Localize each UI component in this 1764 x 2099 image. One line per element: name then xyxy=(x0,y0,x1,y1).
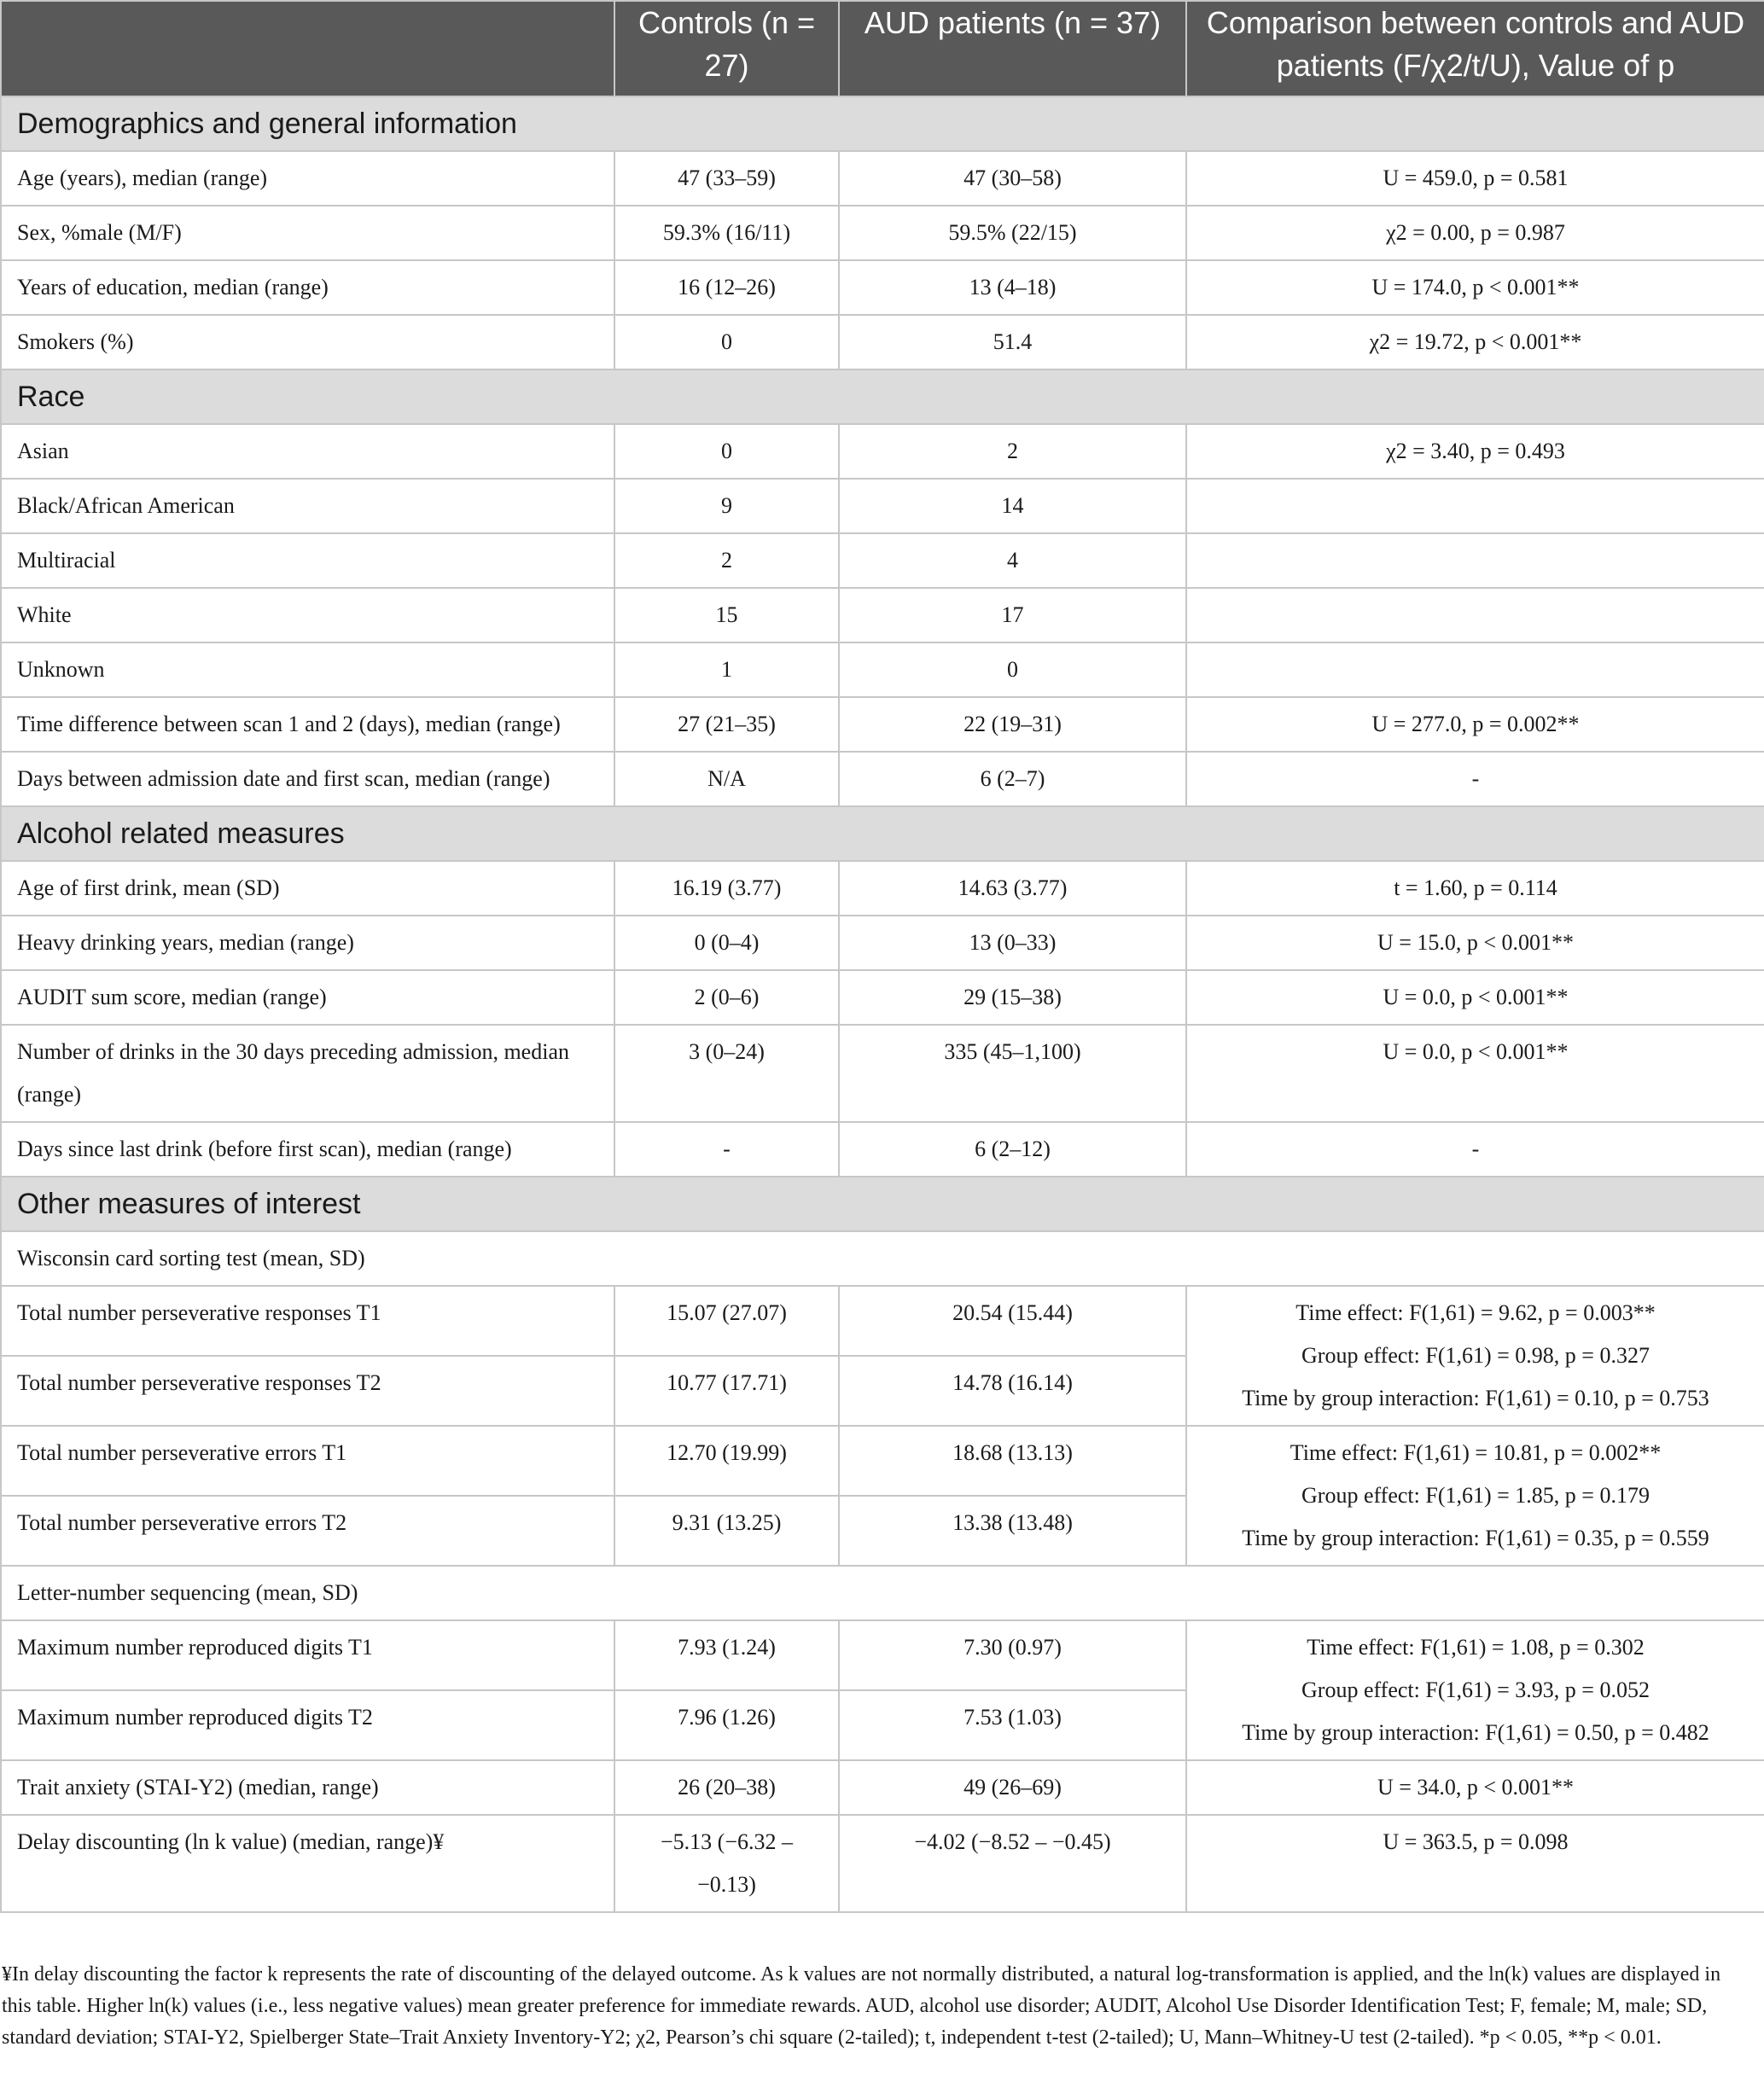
controls-value: - xyxy=(614,1122,839,1177)
row-label: Time difference between scan 1 and 2 (days), median (range) xyxy=(1,697,614,752)
group-effect: Group effect: F(1,61) = 1.85, p = 0.179 xyxy=(1301,1483,1650,1508)
header-empty xyxy=(1,1,614,96)
table-row xyxy=(1,206,1764,260)
comparison-value xyxy=(1186,642,1764,697)
table-row xyxy=(1,697,1764,752)
comparison-value xyxy=(1186,479,1764,533)
aud-value: 51.4 xyxy=(839,315,1186,369)
controls-value: 15.07 (27.07) xyxy=(614,1286,839,1356)
section-header xyxy=(1,1177,1764,1231)
subsection-row xyxy=(1,1231,1764,1286)
aud-value: 6 (2–12) xyxy=(839,1122,1186,1177)
time-effect: Time effect: F(1,61) = 9.62, p = 0.003** xyxy=(1295,1300,1656,1325)
row-label: Number of drinks in the 30 days preceding admission, median (range) xyxy=(1,1025,614,1122)
table-row xyxy=(1,424,1764,479)
section-title: Demographics and general information xyxy=(1,96,1764,151)
controls-value: 0 xyxy=(614,315,839,369)
controls-value: 16 (12–26) xyxy=(614,260,839,315)
table-row xyxy=(1,1122,1764,1177)
comparison-value: U = 34.0, p < 0.001** xyxy=(1186,1760,1764,1815)
section-header xyxy=(1,806,1764,861)
controls-value: 15 xyxy=(614,588,839,642)
group-effect: Group effect: F(1,61) = 0.98, p = 0.327 xyxy=(1301,1343,1650,1368)
row-label: Days since last drink (before first scan), median (range) xyxy=(1,1122,614,1177)
subsection-row xyxy=(1,1566,1764,1620)
table-row xyxy=(1,1620,1764,1690)
row-label: Sex, %male (M/F) xyxy=(1,206,614,260)
table-row xyxy=(1,1286,1764,1356)
comparison-value: U = 277.0, p = 0.002** xyxy=(1186,697,1764,752)
comparison-value: U = 174.0, p < 0.001** xyxy=(1186,260,1764,315)
section-title: Alcohol related measures xyxy=(1,806,1764,861)
table-row xyxy=(1,151,1764,206)
table-row xyxy=(1,479,1764,533)
aud-value: 20.54 (15.44) xyxy=(839,1286,1186,1356)
row-label: Total number perseverative errors T2 xyxy=(1,1496,614,1566)
row-label: White xyxy=(1,588,614,642)
aud-value: 59.5% (22/15) xyxy=(839,206,1186,260)
aud-value: 335 (45–1,100) xyxy=(839,1025,1186,1122)
row-label: Smokers (%) xyxy=(1,315,614,369)
table-row xyxy=(1,1815,1764,1912)
table-row xyxy=(1,642,1764,697)
aud-value: 13.38 (13.48) xyxy=(839,1496,1186,1566)
row-label: Maximum number reproduced digits T2 xyxy=(1,1690,614,1760)
row-label: Total number perseverative errors T1 xyxy=(1,1426,614,1496)
interaction-effect: Time by group interaction: F(1,61) = 0.50, p = 0.482 xyxy=(1242,1720,1709,1745)
controls-value: 26 (20–38) xyxy=(614,1760,839,1815)
controls-value: 7.93 (1.24) xyxy=(614,1620,839,1690)
row-label: Age of first drink, mean (SD) xyxy=(1,861,614,916)
table-row xyxy=(1,916,1764,970)
aud-value: 29 (15–38) xyxy=(839,970,1186,1025)
controls-value: 0 (0–4) xyxy=(614,916,839,970)
aud-value: 6 (2–7) xyxy=(839,752,1186,806)
row-label: Maximum number reproduced digits T1 xyxy=(1,1620,614,1690)
interaction-effect: Time by group interaction: F(1,61) = 0.35, p = 0.559 xyxy=(1242,1526,1709,1550)
comparison-value: U = 459.0, p = 0.581 xyxy=(1186,151,1764,206)
row-label: Trait anxiety (STAI-Y2) (median, range) xyxy=(1,1760,614,1815)
controls-value: 7.96 (1.26) xyxy=(614,1690,839,1760)
aud-value: 13 (4–18) xyxy=(839,260,1186,315)
controls-value: 59.3% (16/11) xyxy=(614,206,839,260)
aud-value: 13 (0–33) xyxy=(839,916,1186,970)
row-label: Years of education, median (range) xyxy=(1,260,614,315)
controls-value: 2 (0–6) xyxy=(614,970,839,1025)
row-label: Days between admission date and first scan, median (range) xyxy=(1,752,614,806)
subsection-title: Wisconsin card sorting test (mean, SD) xyxy=(1,1231,1764,1286)
controls-value: N/A xyxy=(614,752,839,806)
row-label: Black/African American xyxy=(1,479,614,533)
comparison-value xyxy=(1186,1620,1764,1760)
controls-value: 16.19 (3.77) xyxy=(614,861,839,916)
table-row xyxy=(1,1025,1764,1122)
header-comparison: Comparison between controls and AUD patients (F/χ2/t/U), Value of p xyxy=(1186,1,1764,96)
table-header-row xyxy=(1,1,1764,96)
controls-value: 9 xyxy=(614,479,839,533)
comparison-value: U = 363.5, p = 0.098 xyxy=(1186,1815,1764,1912)
table-row xyxy=(1,260,1764,315)
controls-value: 10.77 (17.71) xyxy=(614,1356,839,1426)
controls-value: −5.13 (−6.32 – −0.13) xyxy=(614,1815,839,1912)
aud-value: 7.30 (0.97) xyxy=(839,1620,1186,1690)
controls-value: 12.70 (19.99) xyxy=(614,1426,839,1496)
comparison-value xyxy=(1186,1286,1764,1426)
interaction-effect: Time by group interaction: F(1,61) = 0.10, p = 0.753 xyxy=(1242,1386,1709,1410)
controls-value: 1 xyxy=(614,642,839,697)
aud-value: 0 xyxy=(839,642,1186,697)
table-row xyxy=(1,588,1764,642)
row-label: Asian xyxy=(1,424,614,479)
comparison-value: χ2 = 3.40, p = 0.493 xyxy=(1186,424,1764,479)
controls-value: 3 (0–24) xyxy=(614,1025,839,1122)
aud-value: 47 (30–58) xyxy=(839,151,1186,206)
aud-value: −4.02 (−8.52 – −0.45) xyxy=(839,1815,1186,1912)
comparison-value: t = 1.60, p = 0.114 xyxy=(1186,861,1764,916)
comparison-value: U = 0.0, p < 0.001** xyxy=(1186,1025,1764,1122)
aud-value: 4 xyxy=(839,533,1186,588)
aud-value: 14.63 (3.77) xyxy=(839,861,1186,916)
row-label: Heavy drinking years, median (range) xyxy=(1,916,614,970)
row-label: Delay discounting (ln k value) (median, range)¥ xyxy=(1,1815,614,1912)
aud-value: 2 xyxy=(839,424,1186,479)
row-label: Total number perseverative responses T2 xyxy=(1,1356,614,1426)
aud-value: 49 (26–69) xyxy=(839,1760,1186,1815)
row-label: AUDIT sum score, median (range) xyxy=(1,970,614,1025)
time-effect: Time effect: F(1,61) = 1.08, p = 0.302 xyxy=(1307,1635,1645,1660)
table-row xyxy=(1,752,1764,806)
section-header xyxy=(1,96,1764,151)
group-effect: Group effect: F(1,61) = 3.93, p = 0.052 xyxy=(1301,1677,1650,1702)
table-row xyxy=(1,861,1764,916)
controls-value: 0 xyxy=(614,424,839,479)
table-row xyxy=(1,533,1764,588)
comparison-value: - xyxy=(1186,1122,1764,1177)
aud-value: 7.53 (1.03) xyxy=(839,1690,1186,1760)
row-label: Total number perseverative responses T1 xyxy=(1,1286,614,1356)
section-title: Race xyxy=(1,369,1764,424)
comparison-value: χ2 = 19.72, p < 0.001** xyxy=(1186,315,1764,369)
table-row xyxy=(1,315,1764,369)
table-footnote: ¥In delay discounting the factor k represents the rate of discounting of the delayed outcome. As k values are not normally distributed, a natural log-transformation is applied, and the ln(k) values are displayed in this table. Higher ln(k) values (i.e., less negative values) mean greater preference for immediate rewards. AUD, alcohol use disorder; AUDIT, Alcohol Use Disorder Identification Test; F, female; M, male; SD, standard deviation; STAI-Y2, Spielberger State–Trait Anxiety Inventory-Y2; χ2, Pearson’s chi square (2-tailed); t, independent t-test (2-tailed); U, Mann–Whitney-U test (2-tailed). *p < 0.05, **p < 0.01. xyxy=(2,1963,1721,2049)
row-label: Unknown xyxy=(1,642,614,697)
section-title: Other measures of interest xyxy=(1,1177,1764,1231)
section-header xyxy=(1,369,1764,424)
row-label: Age (years), median (range) xyxy=(1,151,614,206)
table-row xyxy=(1,970,1764,1025)
comparison-value: χ2 = 0.00, p = 0.987 xyxy=(1186,206,1764,260)
aud-value: 14 xyxy=(839,479,1186,533)
header-controls: Controls (n = 27) xyxy=(614,1,839,96)
comparison-value xyxy=(1186,588,1764,642)
comparison-value xyxy=(1186,1426,1764,1566)
aud-value: 17 xyxy=(839,588,1186,642)
aud-value: 14.78 (16.14) xyxy=(839,1356,1186,1426)
subsection-title: Letter-number sequencing (mean, SD) xyxy=(1,1566,1764,1620)
time-effect: Time effect: F(1,61) = 10.81, p = 0.002** xyxy=(1290,1440,1662,1465)
controls-value: 27 (21–35) xyxy=(614,697,839,752)
controls-value: 2 xyxy=(614,533,839,588)
comparison-value: U = 15.0, p < 0.001** xyxy=(1186,916,1764,970)
row-label: Multiracial xyxy=(1,533,614,588)
comparison-value: - xyxy=(1186,752,1764,806)
comparison-value xyxy=(1186,533,1764,588)
header-aud: AUD patients (n = 37) xyxy=(839,1,1186,96)
aud-value: 22 (19–31) xyxy=(839,697,1186,752)
table-row xyxy=(1,1426,1764,1496)
controls-value: 9.31 (13.25) xyxy=(614,1496,839,1566)
comparison-value: U = 0.0, p < 0.001** xyxy=(1186,970,1764,1025)
aud-value: 18.68 (13.13) xyxy=(839,1426,1186,1496)
controls-value: 47 (33–59) xyxy=(614,151,839,206)
table-row xyxy=(1,1760,1764,1815)
